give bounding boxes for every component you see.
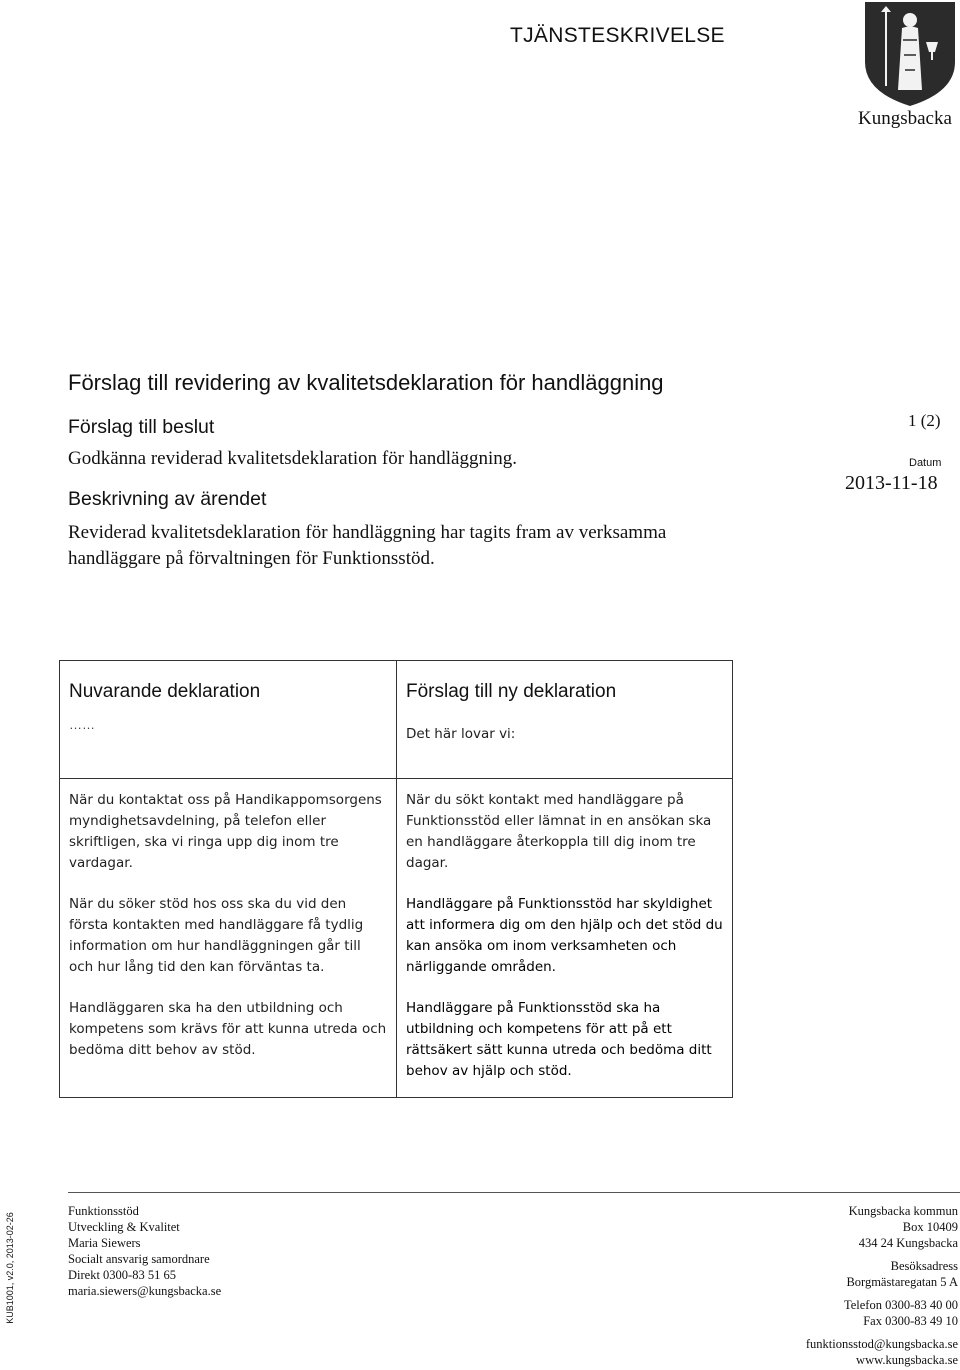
footer-contact-role: Socialt ansvarig samordnare [68,1252,210,1266]
section-text-description: Reviderad kvalitetsdeklaration för handläggning har tagits fram av verksamma handläggare på förvaltningen för Funktionsstöd. [68,522,667,569]
footer-postal-address: 434 24 Kungsbacka [858,1236,958,1250]
footer-department: Funktionsstöd [68,1204,139,1218]
footer-box: Box 10409 [902,1220,958,1234]
table-header-divider [60,778,732,779]
proposed-declaration-header: Förslag till ny deklaration [406,681,617,702]
section-text-proposal: Godkänna reviderad kvalitetsdeklaration för handläggning. [68,448,517,469]
page-number: 1 (2) [908,411,941,430]
footer-phone: Telefon 0300-83 40 00 [843,1298,958,1312]
footer-email[interactable]: funktionsstod@kungsbacka.se [805,1337,958,1351]
footer-fax: Fax 0300-83 49 10 [863,1314,958,1328]
section-heading-proposal: Förslag till beslut [68,416,215,438]
proposed-declaration-body [406,790,728,1102]
section-heading-description: Beskrivning av ärendet [68,488,267,510]
proposed-declaration-subheader: Det här lovar vi: [406,726,516,742]
footer-direct-phone: Direkt 0300-83 51 65 [68,1268,176,1282]
current-declaration-body [69,790,387,1081]
proposed-declaration-paragraph: Handläggare på Funktionsstöd har skyldighet att informera dig om den hjälp och det stöd du kan ansöka om inom verksamheten och närliggande områden. [406,896,723,975]
footer-contact-name: Maria Siewers [68,1236,141,1250]
footer-contact-block [68,1203,221,1299]
logo-wordmark: Kungsbacka [858,108,952,129]
date-value: 2013-11-18 [845,472,938,494]
document-type-heading: TJÄNSTESKRIVELSE [510,24,725,47]
footer-website[interactable]: www.kungsbacka.se [856,1353,958,1367]
form-code: KUB1001, v2.0, 2013-02-26 [5,1212,15,1324]
footer-org-name: Kungsbacka kommun [848,1204,958,1218]
current-declaration-paragraph: När du söker stöd hos oss ska du vid den första kontakten med handläggare få tydlig information om hur handläggningen går till och hur lång tid den kan förväntas ta. [69,896,364,975]
current-declaration-placeholder: …… [69,717,95,732]
footer-visit-address: Borgmästaregatan 5 A [846,1275,958,1289]
current-declaration-header: Nuvarande deklaration [69,681,261,702]
footer-divider [68,1192,960,1193]
footer-organization-block [806,1203,958,1368]
proposed-declaration-paragraph: Handläggare på Funktionsstöd ska ha utbildning och kompetens för att på ett rättsäkert sätt kunna utreda och bedöma ditt behov av hjälp och stöd. [406,1000,712,1079]
footer-unit: Utveckling & Kvalitet [68,1220,180,1234]
footer-contact-email[interactable]: maria.siewers@kungsbacka.se [68,1284,222,1298]
declaration-comparison-table [59,660,733,1098]
current-declaration-paragraph: Handläggaren ska ha den utbildning och kompetens som krävs för att kunna utreda och bedöma ditt behov av stöd. [69,1000,387,1058]
table-column-divider [396,661,397,1097]
footer-visit-label: Besöksadress [890,1259,958,1273]
proposed-declaration-paragraph: När du sökt kontakt med handläggare på Funktionsstöd eller lämnat in en ansökan ska en handläggare återkoppla till dig inom tre dagar. [406,792,712,871]
document-title: Förslag till revidering av kvalitetsdeklaration för handläggning [68,370,664,395]
current-declaration-paragraph: När du kontaktat oss på Handikappomsorgens myndighetsavdelning, på telefon eller skriftligen, ska vi ringa upp dig inom tre vardagar. [69,792,382,871]
date-label: Datum [909,457,942,469]
